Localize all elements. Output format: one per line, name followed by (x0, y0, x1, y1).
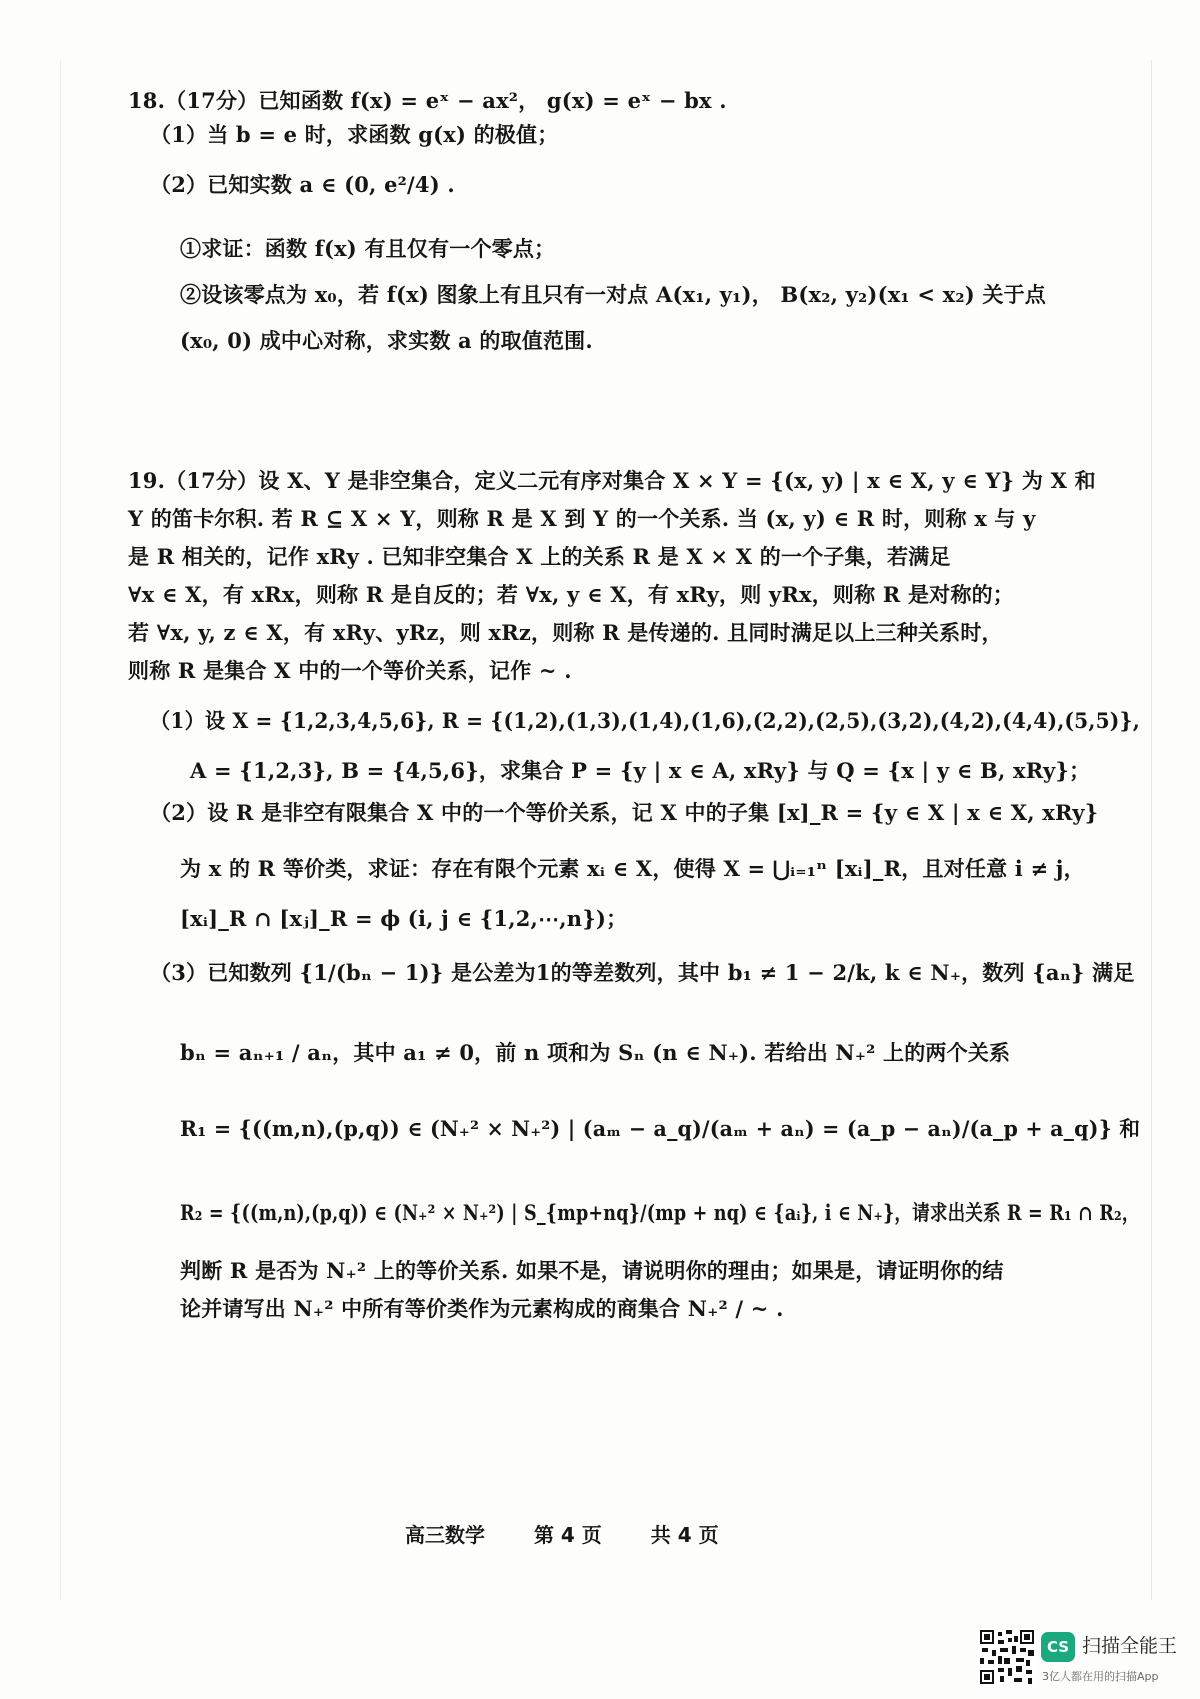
q19-part3-line: 判断 R 是否为 N₊² 上的等价关系. 如果不是，请说明你的理由；如果是，请证明你的结 (180, 1258, 1004, 1283)
q19-part2-line: 为 x 的 R 等价类，求证：存在有限个元素 xᵢ ∈ X，使得 X = ⋃ᵢ₌₁ⁿ [xᵢ]_R，且对任意 i ≠ j， (180, 856, 1085, 881)
q19-part3-line: （3）已知数列 {1/(bₙ − 1)} 是公差为1的等差数列，其中 b₁ ≠ 1 − 2/k, k ∈ N₊，数列 {aₙ} 满足 (150, 960, 1135, 985)
scanner-brand: 扫描全能王 (1082, 1635, 1178, 1657)
page-footer (405, 1519, 805, 1548)
footer-subject: 高三数学 (405, 1523, 485, 1547)
q19-intro-line: 则称 R 是集合 X 中的一个等价关系，记作 ~ . (128, 658, 572, 683)
footer-page-number: 第 4 页 (533, 1523, 602, 1547)
q19-part3-line: 论并请写出 N₊² 中所有等价类作为元素构成的商集合 N₊² / ~ . (180, 1296, 784, 1321)
scanner-tagline: 3亿人都在用的扫描App (1042, 1670, 1159, 1683)
q18-sub1: ①求证：函数 f(x) 有且仅有一个零点； (180, 236, 556, 261)
footer-total-pages: 共 4 页 (650, 1523, 719, 1547)
q19-part2-line: [xᵢ]_R ∩ [xⱼ]_R = ϕ (i, j ∈ {1,2,⋯,n})； (180, 906, 628, 931)
q19-part3-line: R₁ = {((m,n),(p,q)) ∈ (N₊² × N₊²) | (aₘ − a_q)/(aₘ + aₙ) = (a_p − aₙ)/(a_p + a_q)} 和 (180, 1116, 1141, 1141)
q18-part2: （2）已知实数 a ∈ (0, e²/4) . (150, 172, 455, 197)
q19-intro-line: 19.（17分）设 X、Y 是非空集合，定义二元有序对集合 X × Y = {(x, y) | x ∈ X, y ∈ Y} 为 X 和 (128, 468, 1096, 493)
q19-part3-line: R₂ = {((m,n),(p,q)) ∈ (N₊² × N₊²) | S_{mp+nq}/(mp + nq) ∈ {aᵢ}, i ∈ N₊}，请求出关系 R = R₁ ∩ R₂， (180, 1200, 1140, 1225)
q19-intro-line: Y 的笛卡尔积. 若 R ⊆ X × Y，则称 R 是 X 到 Y 的一个关系. 当 (x, y) ∈ R 时，则称 x 与 y (128, 506, 1036, 531)
q18-sub2-line2: (x₀, 0) 成中心对称，求实数 a 的取值范围. (180, 328, 593, 353)
q19-part2-line: （2）设 R 是非空有限集合 X 中的一个等价关系，记 X 中的子集 [x]_R = {y ∈ X | x ∈ X, xRy} (150, 800, 1099, 825)
q19-part1-line: （1）设 X = {1,2,3,4,5,6}, R = {(1,2),(1,3),(1,4),(1,6),(2,2),(2,5),(3,2),(4,2),(4,4),(5,5)}, (150, 708, 1140, 733)
q19-intro-line: ∀x ∈ X，有 xRx，则称 R 是自反的；若 ∀x, y ∈ X，有 xRy，则 yRx，则称 R 是对称的； (128, 582, 1014, 607)
q19-intro-line: 是 R 相关的，记作 xRy . 已知非空集合 X 上的关系 R 是 X × X 的一个子集，若满足 (128, 544, 951, 569)
q18-sub2-line1: ②设该零点为 x₀，若 f(x) 图象上有且只有一对点 A(x₁, y₁)， B(x₂, y₂)(x₁ < x₂) 关于点 (180, 282, 1046, 307)
q18-part1: （1）当 b = e 时，求函数 g(x) 的极值； (150, 122, 559, 147)
camscanner-logo-icon: CS (1041, 1632, 1075, 1662)
q18-header: 18.（17分）已知函数 f(x) = eˣ − ax²， g(x) = eˣ − bx . (128, 88, 727, 113)
q19-intro-line: 若 ∀x, y, z ∈ X，有 xRy、yRz，则 xRz，则称 R 是传递的. 且同时满足以上三种关系时， (128, 620, 1003, 645)
qr-code-icon (978, 1628, 1036, 1686)
q19-part1-line: A = {1,2,3}, B = {4,5,6}，求集合 P = {y | x ∈ A, xRy} 与 Q = {x | y ∈ B, xRy}； (190, 758, 1091, 783)
q19-part3-line: bₙ = aₙ₊₁ / aₙ，其中 a₁ ≠ 0，前 n 项和为 Sₙ (n ∈ N₊). 若给出 N₊² 上的两个关系 (180, 1040, 1011, 1065)
